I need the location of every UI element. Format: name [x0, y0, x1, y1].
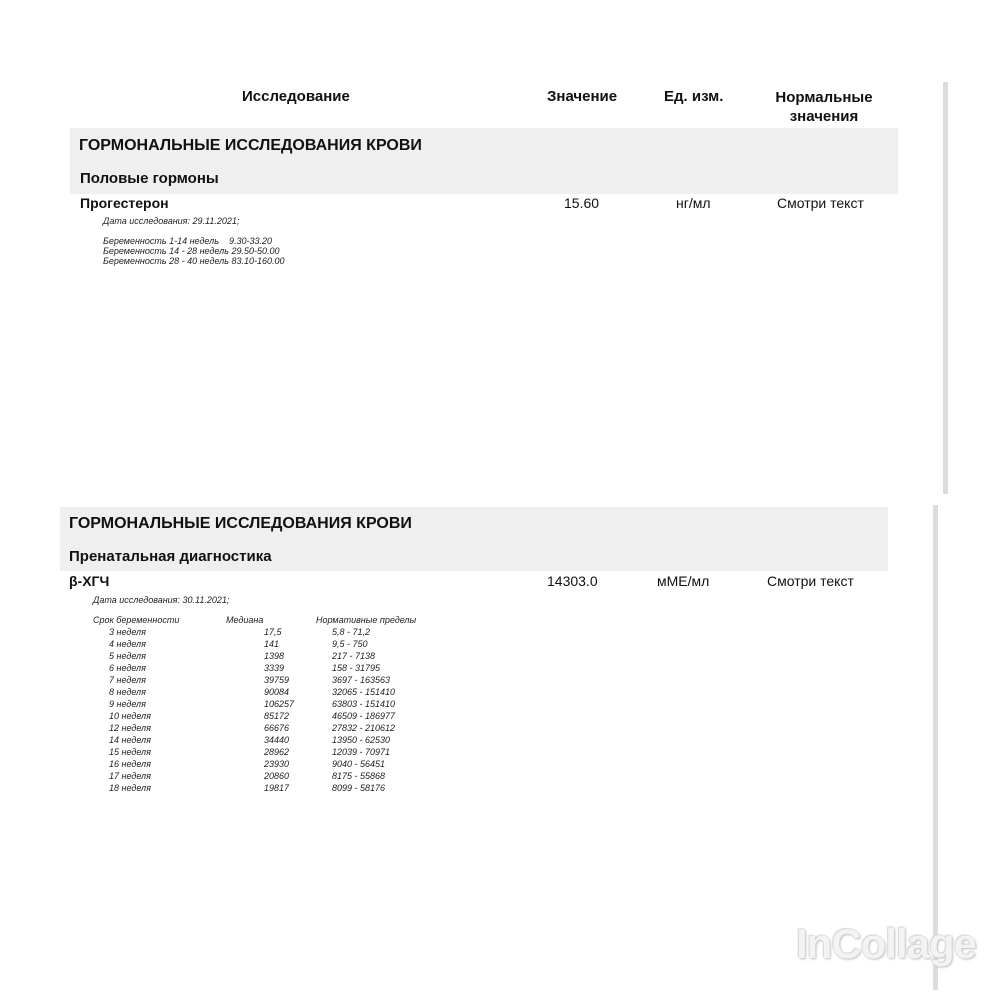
table-cell-term: 4 неделя — [109, 639, 146, 649]
table-cell-range: 27832 - 210612 — [332, 723, 396, 733]
table-header-median: Медиана — [226, 615, 264, 625]
column-header-norm-line2: значения — [789, 108, 859, 125]
page-edge-divider — [933, 505, 938, 990]
table-cell-range: 217 - 7138 — [332, 651, 376, 661]
table-header-term: Срок беременности — [93, 615, 180, 625]
test-value-bhcg: 14303.0 — [547, 573, 598, 589]
table-cell-term: 17 неделя — [109, 771, 151, 781]
reference-range-line: Беременность 14 - 28 недель 29.50-50.00 — [103, 246, 280, 256]
table-cell-median: 3339 — [264, 663, 285, 673]
table-cell-median: 23930 — [264, 759, 290, 769]
table-cell-median: 28962 — [264, 747, 290, 757]
column-header-norm — [771, 88, 877, 126]
subsection-title-page1: Половые гормоны — [80, 170, 219, 187]
table-row — [93, 638, 416, 650]
table-cell-term: 16 неделя — [109, 759, 151, 769]
table-row — [93, 770, 416, 782]
column-header-value: Значение — [547, 88, 618, 105]
table-cell-range: 32065 - 151410 — [332, 687, 396, 697]
table-row — [93, 698, 416, 710]
table-cell-term: 12 неделя — [109, 723, 151, 733]
table-cell-median: 85172 — [264, 711, 290, 721]
table-cell-term: 7 неделя — [109, 675, 146, 685]
section-title-page2: ГОРМОНАЛЬНЫЕ ИССЛЕДОВАНИЯ КРОВИ — [69, 515, 412, 532]
table-cell-term: 6 неделя — [109, 663, 146, 673]
table-header-range: Нормативные пределы — [316, 615, 417, 625]
test-norm-progesterone: Смотри текст — [777, 195, 864, 211]
table-cell-term: 8 неделя — [109, 687, 146, 697]
column-header-norm-line1: Нормальные — [775, 89, 873, 106]
table-cell-range: 5,8 - 71,2 — [332, 627, 371, 637]
test-unit-progesterone: нг/мл — [676, 195, 711, 211]
table-cell-term: 9 неделя — [109, 699, 146, 709]
date-note-progesterone: Дата исследования: 29.11.2021; — [103, 216, 240, 226]
table-cell-median: 17,5 — [264, 627, 282, 637]
table-row — [93, 758, 416, 770]
incollage-watermark: InCollage — [796, 920, 977, 967]
table-cell-median: 141 — [264, 639, 280, 649]
reference-range-line: Беременность 28 - 40 недель 83.10-160.00 — [103, 256, 285, 266]
table-cell-term: 3 неделя — [109, 627, 146, 637]
table-cell-term: 15 неделя — [109, 747, 151, 757]
table-cell-median: 66676 — [264, 723, 290, 733]
test-norm-bhcg: Смотри текст — [767, 573, 854, 589]
table-row — [93, 746, 416, 758]
table-row — [93, 674, 416, 686]
table-cell-term: 5 неделя — [109, 651, 146, 661]
table-cell-median: 20860 — [264, 771, 290, 781]
bhcg-table-body — [93, 626, 416, 794]
table-cell-median: 90084 — [264, 687, 290, 697]
column-header-study: Исследование — [242, 88, 350, 105]
test-name-progesterone: Прогестерон — [80, 195, 169, 211]
table-row — [93, 722, 416, 734]
table-cell-median: 34440 — [264, 735, 290, 745]
table-cell-median: 1398 — [264, 651, 285, 661]
bhcg-reference-table — [93, 614, 416, 794]
column-header-unit: Ед. изм. — [664, 88, 724, 105]
reference-range-line: Беременность 1-14 недель 9.30-33.20 — [103, 236, 272, 246]
table-cell-term: 10 неделя — [109, 711, 151, 721]
table-cell-range: 158 - 31795 — [332, 663, 381, 673]
table-cell-range: 3697 - 163563 — [332, 675, 391, 685]
table-row — [93, 710, 416, 722]
table-cell-median: 39759 — [264, 675, 290, 685]
table-cell-range: 46509 - 186977 — [332, 711, 396, 721]
table-row — [93, 782, 416, 794]
table-cell-range: 8175 - 55868 — [332, 771, 386, 781]
table-cell-range: 63803 - 151410 — [332, 699, 396, 709]
test-unit-bhcg: мМЕ/мл — [657, 573, 710, 589]
subsection-title-page2: Пренатальная диагностика — [69, 548, 272, 565]
test-name-bhcg: β-ХГЧ — [69, 573, 110, 589]
table-cell-range: 13950 - 62530 — [332, 735, 391, 745]
table-cell-term: 14 неделя — [109, 735, 151, 745]
table-cell-median: 19817 — [264, 783, 290, 793]
page-edge-divider — [943, 82, 948, 494]
table-cell-range: 9,5 - 750 — [332, 639, 368, 649]
table-row — [93, 662, 416, 674]
table-cell-range: 8099 - 58176 — [332, 783, 386, 793]
date-note-bhcg: Дата исследования: 30.11.2021; — [93, 595, 230, 605]
reference-ranges-progesterone — [103, 236, 285, 266]
table-cell-median: 106257 — [264, 699, 295, 709]
table-cell-range: 12039 - 70971 — [332, 747, 391, 757]
table-row — [93, 626, 416, 638]
table-cell-term: 18 неделя — [109, 783, 151, 793]
table-row — [93, 650, 416, 662]
table-row — [93, 734, 416, 746]
test-value-progesterone: 15.60 — [564, 195, 600, 211]
table-cell-range: 9040 - 56451 — [332, 759, 386, 769]
table-row — [93, 686, 416, 698]
section-title-page1: ГОРМОНАЛЬНЫЕ ИССЛЕДОВАНИЯ КРОВИ — [79, 137, 422, 154]
